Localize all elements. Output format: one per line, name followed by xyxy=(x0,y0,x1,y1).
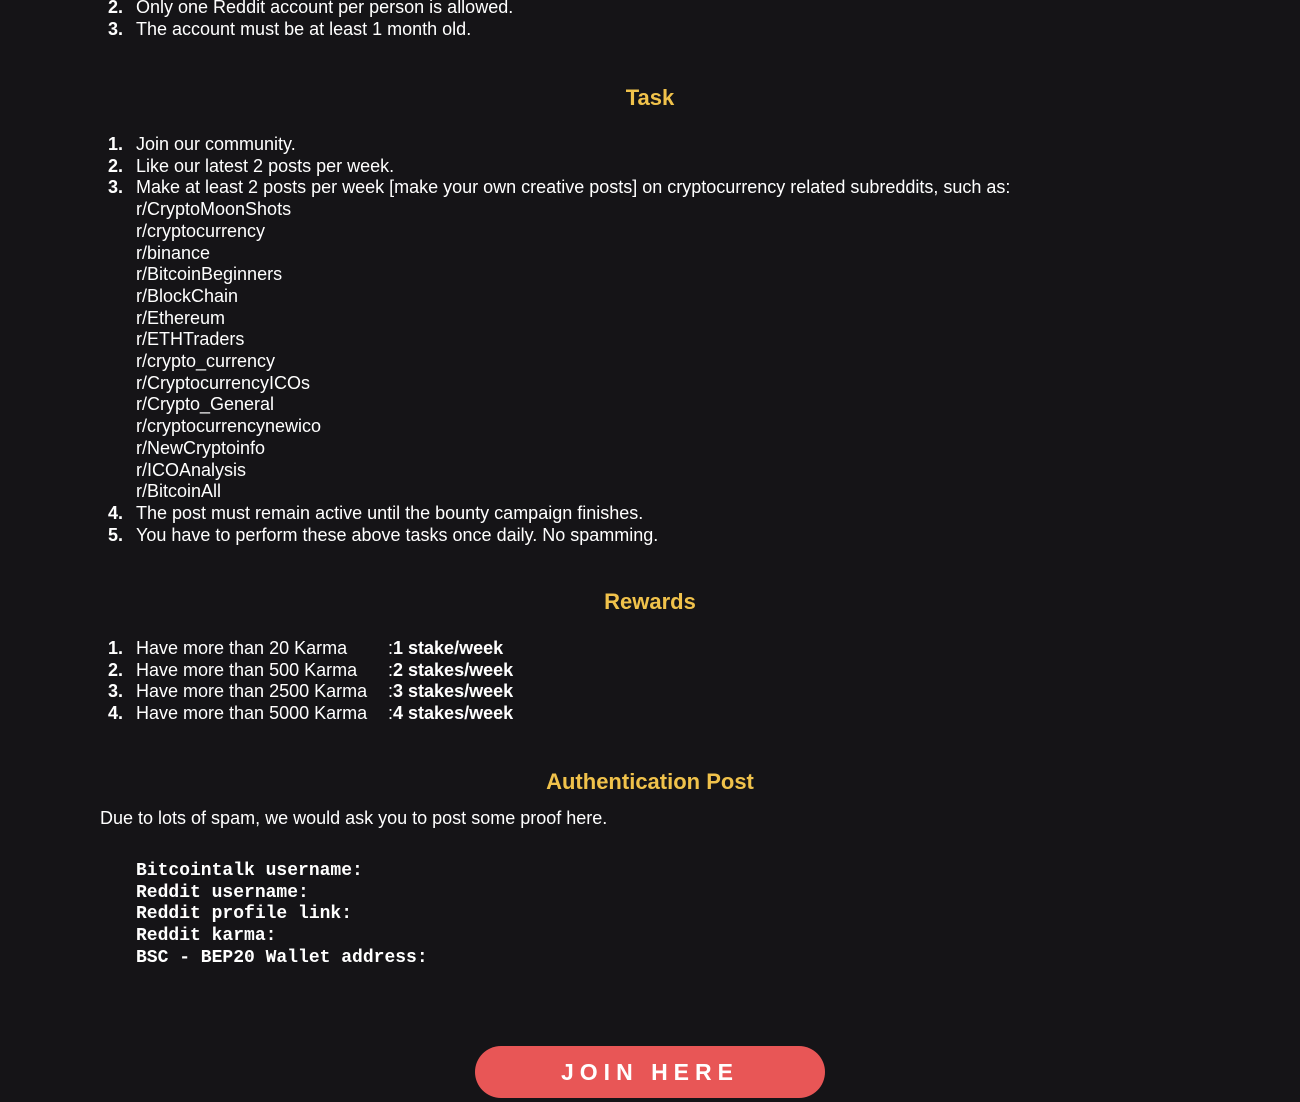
list-item xyxy=(100,525,1200,547)
reward-requirement: Have more than 20 Karma xyxy=(136,638,348,658)
list-number: 2. xyxy=(108,155,124,176)
reward-separator: : xyxy=(388,681,394,702)
subreddit-item: r/CryptoMoonShots xyxy=(136,199,292,220)
reward-requirement: Have more than 2500 Karma xyxy=(136,681,368,702)
auth-intro: Due to lots of spam, we would ask you to post some proof here. xyxy=(100,808,608,828)
subreddit-item: r/crypto_currency xyxy=(136,351,276,372)
reward-separator: : xyxy=(388,703,394,724)
list-number: 2. xyxy=(108,659,124,680)
list-number: 4. xyxy=(108,502,124,523)
reward-requirement: Have more than 5000 Karma xyxy=(136,703,368,724)
join-here-button[interactable]: JOIN HERE xyxy=(475,1046,825,1098)
list-text: Join our community. xyxy=(136,134,296,154)
list-text: The account must be at least 1 month old. xyxy=(136,18,472,39)
code-line: Reddit username: xyxy=(136,882,309,903)
list-text: You have to perform these above tasks once daily. No spamming. xyxy=(136,524,659,545)
requirements-list xyxy=(100,0,1200,40)
subreddit-item: r/NewCryptoinfo xyxy=(136,437,266,458)
list-item xyxy=(100,19,1200,41)
rewards-heading: Rewards xyxy=(604,589,696,614)
list-number: 3. xyxy=(108,177,124,198)
task-list xyxy=(100,134,1200,546)
list-number: 1. xyxy=(108,638,124,658)
task-heading: Task xyxy=(625,85,675,110)
subreddit-item: r/BlockChain xyxy=(136,285,239,306)
auth-template-code xyxy=(136,861,428,970)
reward-value: 4 stakes/week xyxy=(393,703,514,724)
subreddit-item: r/CryptocurrencyICOs xyxy=(136,372,311,393)
reward-value: 1 stake/week xyxy=(393,638,504,658)
list-number: 2. xyxy=(108,0,124,17)
list-number: 1. xyxy=(108,134,124,154)
list-number: 4. xyxy=(108,703,124,724)
auth-heading: Authentication Post xyxy=(546,769,754,794)
rewards-list xyxy=(100,638,1200,725)
subreddit-item: r/Crypto_General xyxy=(136,394,275,415)
list-number: 3. xyxy=(108,18,124,39)
code-line: Reddit karma: xyxy=(136,926,277,947)
list-text: The post must remain active until the bounty campaign finishes. xyxy=(136,502,644,523)
code-line: Reddit profile link: xyxy=(136,904,353,925)
subreddit-list xyxy=(136,199,1200,503)
reward-item xyxy=(100,681,1200,703)
list-item xyxy=(100,503,1200,525)
list-number: 5. xyxy=(108,524,124,545)
reward-value: 3 stakes/week xyxy=(393,681,514,702)
reward-item xyxy=(100,638,1200,660)
list-text: Only one Reddit account per person is allowed. xyxy=(136,0,514,17)
reward-value: 2 stakes/week xyxy=(393,659,514,680)
code-line: BSC - BEP20 Wallet address: xyxy=(136,947,428,968)
reward-item xyxy=(100,703,1200,725)
subreddit-item: r/Ethereum xyxy=(136,307,226,328)
subreddit-item: r/cryptocurrency xyxy=(136,220,266,241)
reward-item xyxy=(100,660,1200,682)
reward-separator: : xyxy=(388,638,394,658)
reward-requirement: Have more than 500 Karma xyxy=(136,659,358,680)
subreddit-item: r/BitcoinBeginners xyxy=(136,264,283,285)
list-text: Like our latest 2 posts per week. xyxy=(136,155,395,176)
list-item xyxy=(100,134,1200,156)
subreddit-item: r/BitcoinAll xyxy=(136,481,222,502)
subreddit-item: r/ICOAnalysis xyxy=(136,459,247,480)
list-item xyxy=(100,177,1200,503)
list-item xyxy=(100,156,1200,178)
code-line: Bitcointalk username: xyxy=(136,861,363,881)
subreddit-item: r/cryptocurrencynewico xyxy=(136,416,322,437)
list-number: 3. xyxy=(108,681,124,702)
list-text: Make at least 2 posts per week [make your own creative posts] on cryptocurrency related subreddits, such as: xyxy=(136,177,1011,198)
subreddit-item: r/binance xyxy=(136,242,211,263)
subreddit-item: r/ETHTraders xyxy=(136,329,245,350)
reward-separator: : xyxy=(388,659,394,680)
list-item xyxy=(100,0,1200,19)
